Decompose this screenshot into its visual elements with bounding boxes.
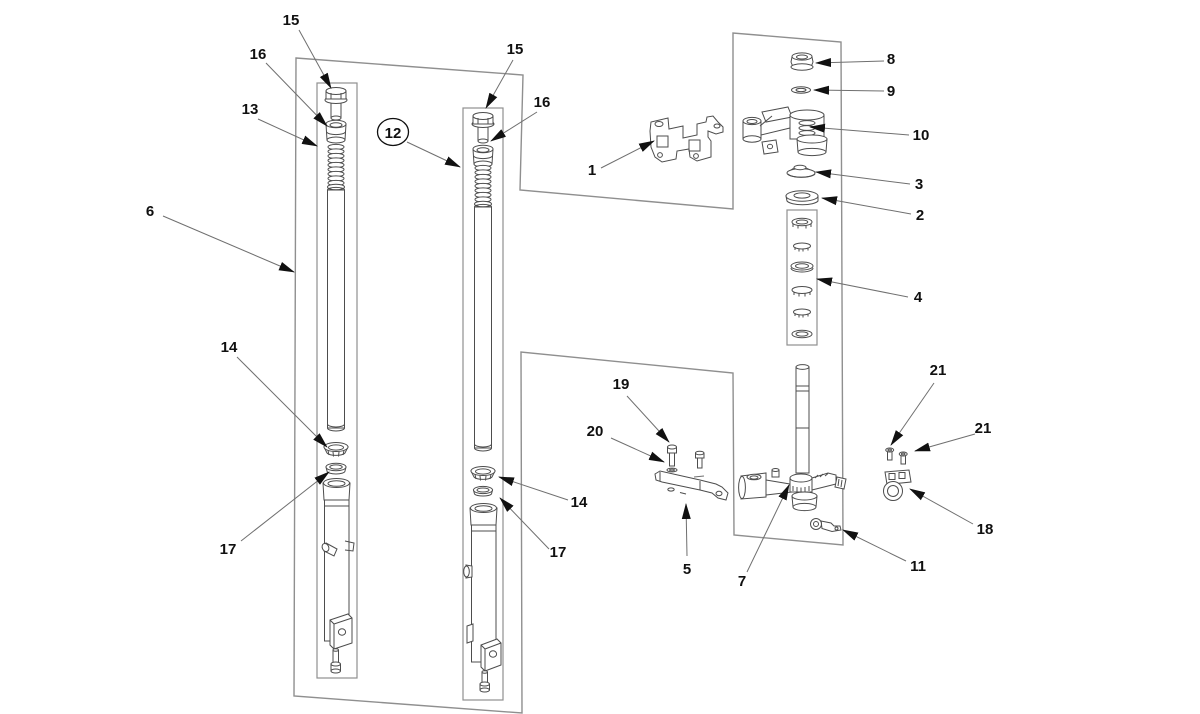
callout-11: 11 xyxy=(910,558,926,575)
fender-bracket-group xyxy=(655,445,728,500)
callout-17-right: 17 xyxy=(549,544,567,561)
callout-6: 6 xyxy=(145,203,155,220)
inner-tube xyxy=(475,204,492,451)
cable-guide xyxy=(811,519,842,532)
callout-17-left: 17 xyxy=(219,541,237,558)
clamp-hardware-group xyxy=(884,448,912,501)
fork-spring xyxy=(475,165,492,206)
bracket-5 xyxy=(655,471,728,500)
damper-bolt xyxy=(331,649,341,673)
right-fork-assembly xyxy=(464,113,501,693)
callout-15-right: 15 xyxy=(506,41,524,58)
callout-5: 5 xyxy=(682,561,692,578)
bearing-stack xyxy=(791,218,813,338)
callout-9: 9 xyxy=(886,83,896,100)
oil-seal xyxy=(471,467,495,481)
fork-spring xyxy=(328,144,345,189)
callout-14-right: 14 xyxy=(570,494,588,511)
slide-bushing xyxy=(474,486,493,496)
steering-stem-group xyxy=(739,53,846,532)
spring-seat xyxy=(473,145,493,167)
callout-8: 8 xyxy=(886,51,896,68)
outer-tube xyxy=(464,504,501,672)
leader-lines xyxy=(163,30,975,572)
fork-cap-bolt xyxy=(325,88,347,121)
callout-13: 13 xyxy=(241,101,259,118)
callout-10: 10 xyxy=(912,127,930,144)
callout-labels xyxy=(146,12,994,590)
bolt-19b xyxy=(694,451,704,477)
callout-14-left: 14 xyxy=(220,339,238,356)
fork-cap-bolt xyxy=(472,113,494,144)
bearing-cone xyxy=(787,165,815,177)
callout-15-left: 15 xyxy=(282,12,300,29)
upper-bracket xyxy=(743,107,827,156)
screw-21b xyxy=(899,452,907,464)
special-washer xyxy=(792,87,811,93)
screw-21a xyxy=(886,448,894,460)
bolt-19 xyxy=(667,445,677,472)
callout-16-right: 16 xyxy=(533,94,551,111)
callout-7: 7 xyxy=(737,573,747,590)
callout-4: 4 xyxy=(913,289,923,306)
callout-1: 1 xyxy=(587,162,597,179)
inner-tube xyxy=(328,187,345,431)
callout-18: 18 xyxy=(976,521,994,538)
damper-bolt xyxy=(480,671,490,692)
callout-20: 20 xyxy=(586,423,604,440)
outer-tube xyxy=(321,479,354,650)
bearing-race xyxy=(786,191,818,205)
steering-stem-lower-clamp xyxy=(739,365,846,511)
left-fork-assembly xyxy=(321,88,354,674)
bracket-part-1 xyxy=(650,116,723,162)
callout-12: 12 xyxy=(384,125,402,142)
spring-seat xyxy=(326,120,346,143)
clamp-18 xyxy=(884,470,912,501)
callout-21a: 21 xyxy=(929,362,947,379)
callout-21b: 21 xyxy=(974,420,992,437)
oil-seal xyxy=(324,443,348,457)
callout-3: 3 xyxy=(914,176,924,193)
steering-stem-nut xyxy=(791,53,813,70)
callout-16-left: 16 xyxy=(249,46,267,63)
bearing-stack-cell xyxy=(787,210,817,345)
callout-19: 19 xyxy=(612,376,630,393)
callout-2: 2 xyxy=(915,207,925,224)
